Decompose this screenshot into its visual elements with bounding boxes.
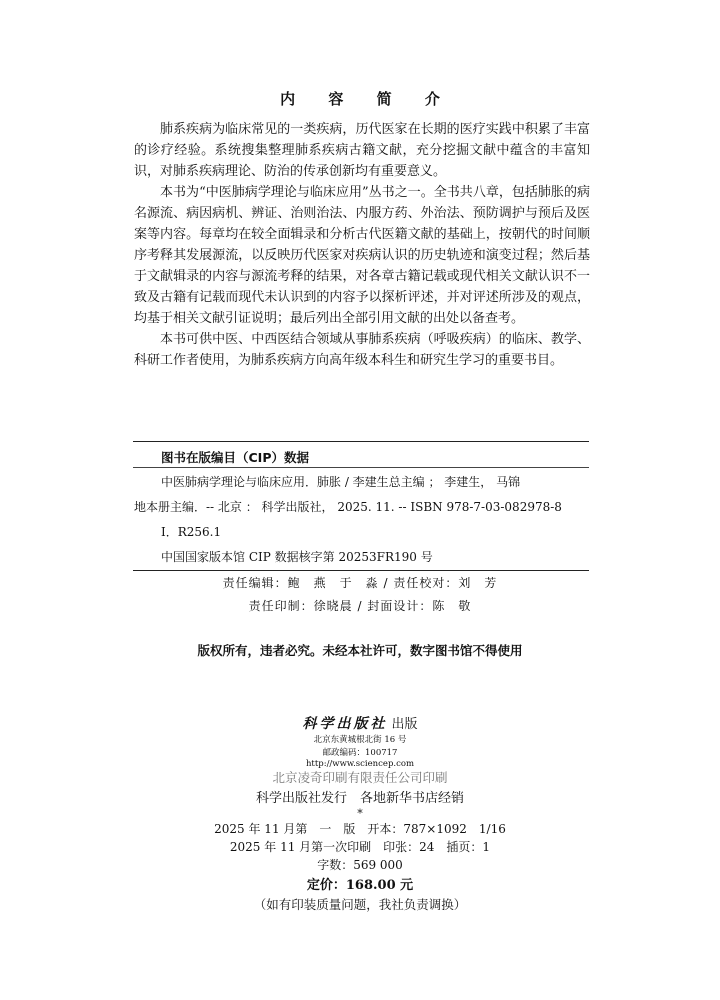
cip-line: 中国国家版本馆 CIP 数据核字第 20253FR190 号 bbox=[161, 550, 433, 564]
price: 定价：168.00 元 bbox=[306, 878, 414, 893]
publisher-postcode: 邮政编码：100717 bbox=[322, 748, 398, 758]
cip-line: 地本册主编．-- 北京 ： 科学出版社， 2025. 11. -- ISBN 978-7-03-082978-8 bbox=[134, 500, 562, 514]
publisher-address: 北京东黄城根北街 16 号 bbox=[313, 735, 407, 745]
edition-info: 2025 年 11 月第 一 版 开本：787×1092 1/16 bbox=[214, 822, 506, 836]
copyright-notice: 版权所有，违者必究。未经本社许可，数字图书馆不得使用 bbox=[197, 643, 523, 658]
publisher-line bbox=[0, 713, 720, 733]
cip-top-divider bbox=[133, 441, 589, 442]
cip-middle-divider bbox=[133, 467, 589, 468]
editors-line: 责任编辑：鲍 燕 于 淼 / 责任校对：刘 芳 bbox=[222, 576, 498, 590]
cip-bottom-divider bbox=[133, 570, 589, 571]
summary-body bbox=[134, 119, 590, 371]
editors-line: 责任印制：徐晓晨 / 封面设计：陈 敬 bbox=[248, 599, 472, 613]
cip-line: Ⅰ．R256.1 bbox=[161, 525, 222, 539]
summary-paragraph: 本书可供中医、中西医结合领域从事肺系疾病（呼吸疾病）的临床、教学、科研工作者使用，为肺系疾病方向高年级本科生和研究生学习的重要书目。 bbox=[134, 332, 590, 368]
summary-paragraph: 本书为“中医肺病学理论与临床应用”丛书之一。全书共八章，包括肺胀的病名源流、病因病机、辨证、治则治法、内服方药、外治法、预防调护与预后及医案等内容。每章均在较全面辑录和分析古代医籍文献的基础上，按朝代的时间顺序考释其发展源流，以反映历代医家对疾病认识的历史轨迹和演变过程；然后基于文献辑录的内容与源流考释的结果，对各章古籍记载或现代相关文献认识不一致及古籍有记载而现代未认识到的内容予以探析评述，并对评述所涉及的观点，均基于相关文献引证说明；最后列出全部引用文献的出处以备查考。 bbox=[134, 185, 590, 326]
cip-line: 中医肺病学理论与临床应用．肺胀 / 李建生总主编 ； 李建生， 马锦 bbox=[161, 475, 521, 489]
publisher-logo-text: 科学出版社 bbox=[302, 716, 388, 732]
publisher-suffix: 出版 bbox=[391, 717, 418, 732]
quality-note: （如有印装质量问题，我社负责调换） bbox=[253, 897, 467, 912]
cip-block bbox=[134, 470, 589, 570]
printer-line: 北京凌奇印刷有限责任公司印刷 bbox=[272, 770, 448, 785]
cip-heading: 图书在版编目（CIP）数据 bbox=[161, 450, 309, 465]
distribution-line: 科学出版社发行 各地新华书店经销 bbox=[255, 791, 464, 806]
summary-title: 内 容 简 介 bbox=[280, 90, 454, 108]
printing-info: 2025 年 11 月第一次印刷 印张：24 插页：1 bbox=[229, 840, 491, 854]
separator-star: * bbox=[357, 807, 363, 820]
word-count: 字数：569 000 bbox=[317, 858, 403, 872]
publisher-url: http://www.sciencep.com bbox=[305, 759, 415, 769]
summary-paragraph: 肺系疾病为临床常见的一类疾病，历代医家在长期的医疗实践中积累了丰富的诊疗经验。系统搜集整理肺系疾病古籍文献，充分挖掘文献中蕴含的丰富知识，对肺系疾病理论、防治的传承创新均有重要意义。 bbox=[134, 122, 590, 179]
